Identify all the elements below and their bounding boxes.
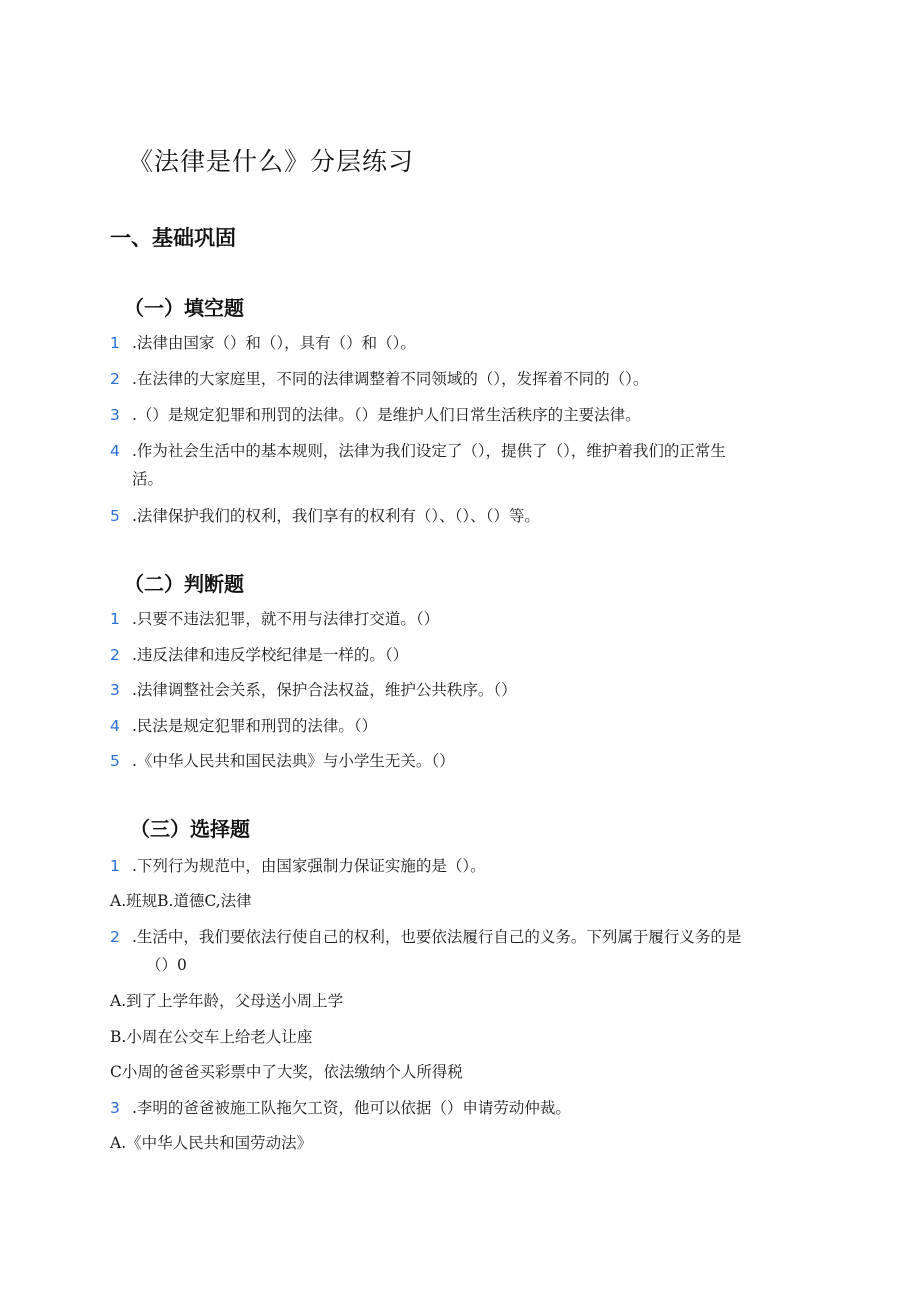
question-number: 1 — [110, 610, 120, 628]
choice-question-1-options: A.班规B.道德C,法律 — [110, 892, 252, 910]
choice-question-2-option-b: B.小周在公交车上给老人让座 — [110, 1028, 313, 1046]
question-number: 2 — [110, 646, 120, 664]
section-heading-basic: 一、基础巩固 — [110, 226, 236, 250]
judge-question-1 — [110, 606, 439, 632]
fill-question-4-continuation: 活。 — [132, 470, 164, 488]
choice-question-2-option-c: C小周的爸爸买彩票中了大奖，依法缴纳个人所得税 — [110, 1063, 463, 1081]
question-text: .在法律的大家庭里，不同的法律调整着不同领域的（），发挥着不同的（）。 — [132, 370, 649, 388]
choice-question-3-option-a: A.《中华人民共和国劳动法》 — [110, 1134, 313, 1152]
question-text: .法律保护我们的权利，我们享有的权利有（）、（）、（）等。 — [132, 507, 540, 525]
question-text: .违反法律和违反学校纪律是一样的。（） — [132, 646, 409, 664]
question-number: 1 — [110, 857, 120, 875]
question-number: 2 — [110, 370, 120, 388]
question-text: .法律调整社会关系，保护合法权益，维护公共秩序。（） — [132, 681, 517, 699]
choice-question-3 — [110, 1095, 571, 1121]
question-number: 4 — [110, 442, 120, 460]
fill-question-1 — [110, 330, 416, 356]
subsection-heading-choice: （三）选择题 — [130, 817, 250, 841]
fill-question-5 — [110, 503, 540, 529]
question-number: 4 — [110, 717, 120, 735]
subsection-heading-judge: （二）判断题 — [124, 572, 244, 596]
judge-question-5 — [110, 748, 455, 774]
question-text: .李明的爸爸被施工队拖欠工资，他可以依据（）申请劳动仲裁。 — [132, 1099, 571, 1117]
subsection-heading-fill: （一）填空题 — [124, 296, 244, 320]
choice-question-2 — [110, 924, 741, 950]
judge-question-2 — [110, 642, 408, 668]
question-text: .只要不违法犯罪，就不用与法律打交道。（） — [132, 610, 440, 628]
question-number: 3 — [110, 1099, 120, 1117]
judge-question-3 — [110, 677, 517, 703]
choice-question-2-continuation: （）0 — [146, 956, 187, 974]
question-text: .民法是规定犯罪和刑罚的法律。（） — [132, 717, 378, 735]
question-number: 5 — [110, 507, 120, 525]
choice-question-2-option-a: A.到了上学年龄，父母送小周上学 — [110, 992, 344, 1010]
question-number: 3 — [110, 406, 120, 424]
question-text: .《中华人民共和国民法典》与小学生无关。（） — [132, 752, 455, 770]
question-text: .下列行为规范中，由国家强制力保证实施的是（）。 — [132, 857, 486, 875]
question-number: 2 — [110, 928, 120, 946]
fill-question-3 — [110, 402, 641, 428]
fill-question-2 — [110, 366, 648, 392]
page-title: 《法律是什么》分层练习 — [128, 147, 415, 176]
question-number: 1 — [110, 334, 120, 352]
choice-question-1 — [110, 853, 486, 879]
question-number: 3 — [110, 681, 120, 699]
question-text: .生活中，我们要依法行使自己的权利，也要依法履行自己的义务。下列属于履行义务的是 — [132, 928, 742, 946]
fill-question-4 — [110, 438, 726, 464]
question-number: 5 — [110, 752, 120, 770]
question-text: .（）是规定犯罪和刑罚的法律。（）是维护人们日常生活秩序的主要法律。 — [132, 406, 641, 424]
question-text: .法律由国家（）和（），具有（）和（）。 — [132, 334, 416, 352]
question-text: .作为社会生活中的基本规则，法律为我们设定了（），提供了（），维护着我们的正常生 — [132, 442, 726, 460]
judge-question-4 — [110, 713, 377, 739]
